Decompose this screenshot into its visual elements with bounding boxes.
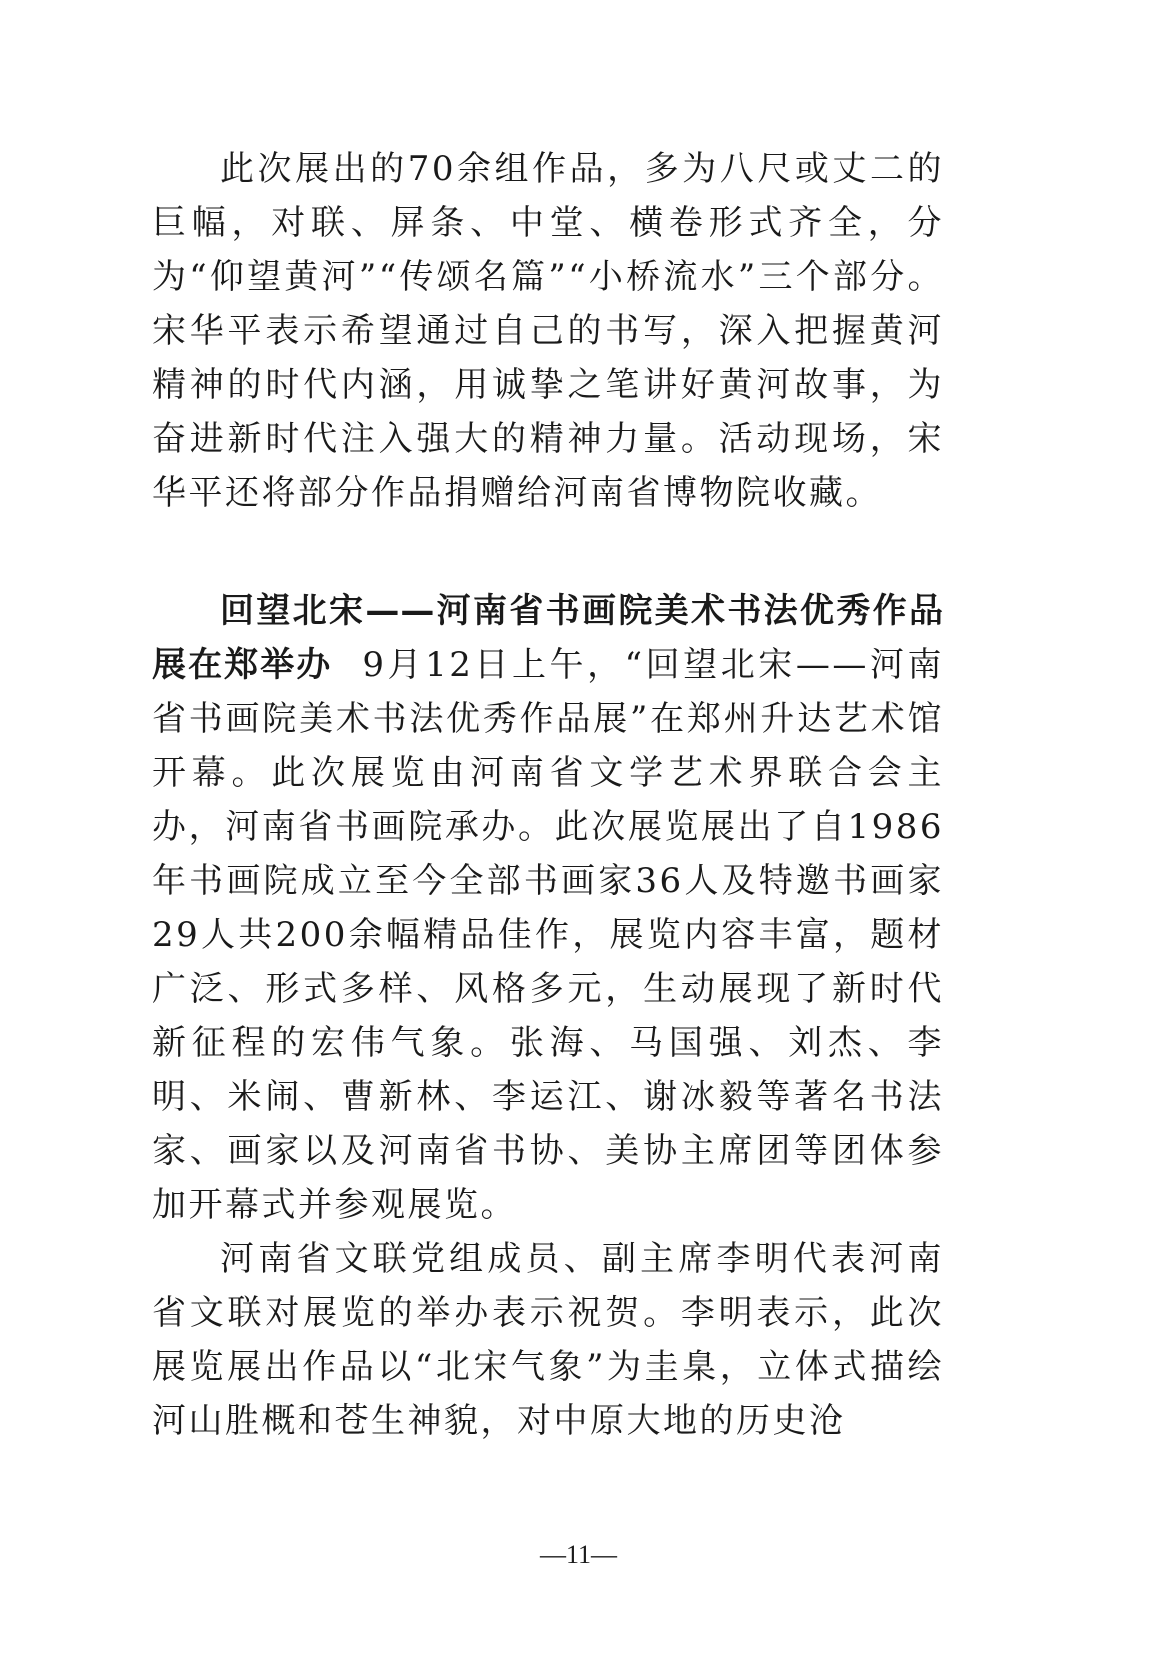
- body-text: 9月12日上午，“回望北宋——河南省书画院美术书法优秀作品展”在郑州升达艺术馆开幕。此次展览由河南省文学艺术界联合会主办，河南省书画院承办。此次展览展出了自1986年书画院成立至今全部书画家36人及特邀书画家29人共200余幅精品佳作，展览内容丰富，题材广泛、形式多样、风格多元，生动展现了新时代新征程的宏伟气象。张海、马国强、刘杰、李明、米闹、曹新林、李运江、谢冰毅等著名书法家、画家以及河南省书协、美协主席团等团体参加开幕式并参观展览。: [152, 645, 945, 1225]
- page-number: —11—: [539, 1540, 618, 1569]
- body-paragraph-with-heading: [152, 584, 944, 1232]
- body-paragraph: 河南省文联党组成员、副主席李明代表河南省文联对展览的举办表示祝贺。李明表示，此次展览展出作品以“北宋气象”为圭臬，立体式描绘河山胜概和苍生神貌，对中原大地的历史沧: [152, 1239, 944, 1441]
- article-section-northern-song-exhibition: [152, 584, 944, 1448]
- article-section-exhibition-works: [152, 142, 944, 520]
- section-heading: 回望北宋——河南省书画院美术书法优秀作品展在郑举办: [152, 591, 944, 685]
- body-paragraph: 此次展出的70余组作品，多为八尺或丈二的巨幅，对联、屏条、中堂、横卷形式齐全，分为“仰望黄河”“传颂名篇”“小桥流水”三个部分。宋华平表示希望通过自己的书写，深入把握黄河精神的时代内涵，用诚挚之笔讲好黄河故事，为奋进新时代注入强大的精神力量。活动现场，宋华平还将部分作品捐赠给河南省博物院收藏。: [152, 149, 944, 513]
